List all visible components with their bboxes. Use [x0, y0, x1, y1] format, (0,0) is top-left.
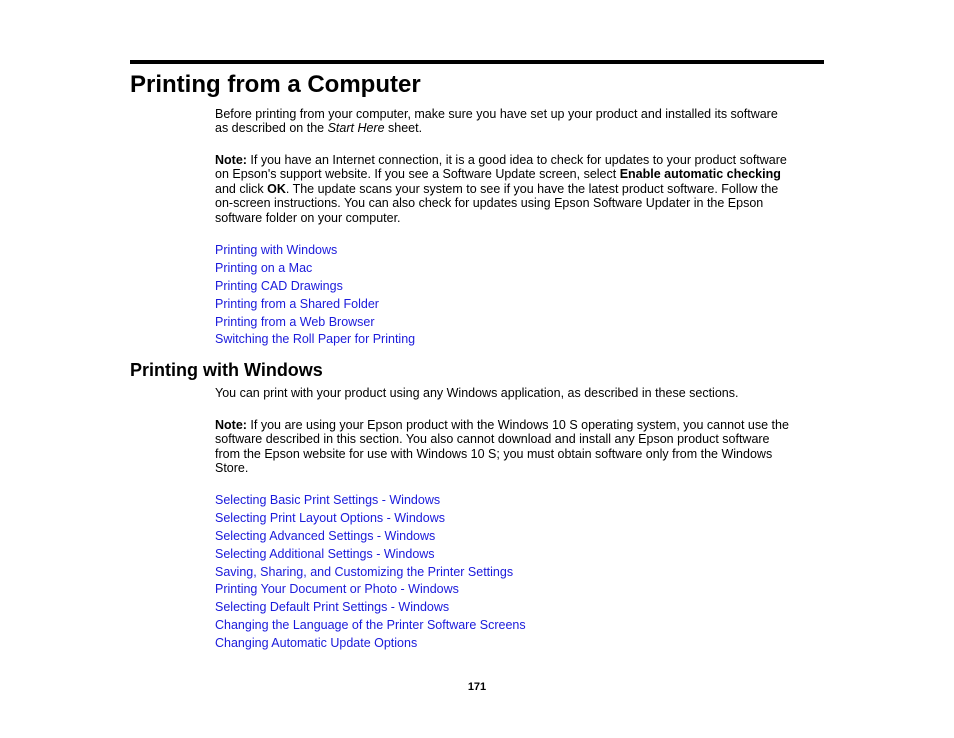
- list-item: [215, 259, 415, 277]
- page-title: Printing from a Computer: [130, 71, 421, 98]
- note-label: Note:: [215, 418, 247, 432]
- note1-line-2: on Epson's support website. If you see a Software Update screen, select Enable automatic checking: [215, 167, 781, 182]
- note2-line-2: software described in this section. You also cannot download and install any Epson product software: [215, 432, 770, 447]
- note2-line-3: from the Epson website for use with Windows 10 S; you must obtain software only from the Windows: [215, 446, 773, 461]
- note-paragraph-2: [215, 418, 789, 476]
- list-item: [215, 277, 415, 295]
- computer-topic-links: [215, 241, 415, 348]
- list-item: [215, 527, 526, 545]
- windows-intro-paragraph: [215, 386, 738, 400]
- link-automatic-update-options[interactable]: Changing Automatic Update Options: [215, 636, 418, 651]
- list-item: [215, 634, 526, 652]
- list-item: [215, 295, 415, 313]
- intro-paragraph: [215, 107, 778, 136]
- list-item: [215, 313, 415, 331]
- list-item: [215, 509, 526, 527]
- intro-line-1: Before printing from your computer, make sure you have set up your product and installed its software: [215, 107, 778, 121]
- link-printing-cad-drawings[interactable]: Printing CAD Drawings: [215, 278, 343, 293]
- note2-line-4: Store.: [215, 461, 249, 476]
- note1-line-1: Note: If you have an Internet connection, it is a good idea to check for updates to your product software: [215, 153, 787, 167]
- windows-topic-links: [215, 491, 526, 652]
- link-printing-on-a-mac[interactable]: Printing on a Mac: [215, 260, 313, 275]
- page-number: 171: [467, 681, 487, 693]
- note1-line-4: on-screen instructions. You can also check for updates using Epson Software Updater in the Epson: [215, 196, 764, 211]
- link-printing-from-web-browser[interactable]: Printing from a Web Browser: [215, 314, 375, 329]
- list-item: [215, 580, 526, 598]
- note-paragraph-1: [215, 153, 787, 225]
- list-item: [215, 598, 526, 616]
- link-print-layout-options[interactable]: Selecting Print Layout Options - Windows: [215, 510, 445, 525]
- link-saving-sharing-customizing[interactable]: Saving, Sharing, and Customizing the Printer Settings: [215, 564, 514, 579]
- link-additional-settings[interactable]: Selecting Additional Settings - Windows: [215, 546, 435, 561]
- note1-line-5: software folder on your computer.: [215, 210, 401, 225]
- list-item: [215, 241, 415, 259]
- note-label: Note:: [215, 153, 247, 167]
- list-item: [215, 491, 526, 509]
- link-changing-language[interactable]: Changing the Language of the Printer Software Screens: [215, 618, 526, 633]
- link-default-print-settings[interactable]: Selecting Default Print Settings - Windows: [215, 600, 450, 615]
- ok-text: OK: [267, 181, 286, 196]
- list-item: [215, 563, 526, 581]
- link-printing-document-or-photo[interactable]: Printing Your Document or Photo - Windows: [215, 582, 459, 597]
- link-advanced-settings[interactable]: Selecting Advanced Settings - Windows: [215, 528, 436, 543]
- windows-intro-line: You can print with your product using any Windows application, as described in these sections.: [215, 386, 739, 400]
- list-item: [215, 616, 526, 634]
- list-item: [215, 330, 415, 348]
- section-heading-windows: Printing with Windows: [130, 360, 323, 380]
- enable-automatic-checking-text: Enable automatic checking: [619, 167, 781, 182]
- link-switching-roll-paper[interactable]: Switching the Roll Paper for Printing: [215, 332, 416, 347]
- note2-line-1: Note: If you are using your Epson product with the Windows 10 S operating system, you cannot use the: [215, 418, 789, 432]
- start-here-emphasis: Start Here: [327, 121, 385, 136]
- link-basic-print-settings[interactable]: Selecting Basic Print Settings - Windows: [215, 493, 441, 507]
- intro-line-2: as described on the Start Here sheet.: [215, 121, 423, 136]
- list-item: [215, 545, 526, 563]
- link-printing-with-windows[interactable]: Printing with Windows: [215, 243, 338, 257]
- link-printing-from-shared-folder[interactable]: Printing from a Shared Folder: [215, 296, 379, 311]
- header-rule: [130, 60, 824, 64]
- note1-line-3: and click OK. The update scans your system to see if you have the latest product software. Follow the: [215, 181, 779, 196]
